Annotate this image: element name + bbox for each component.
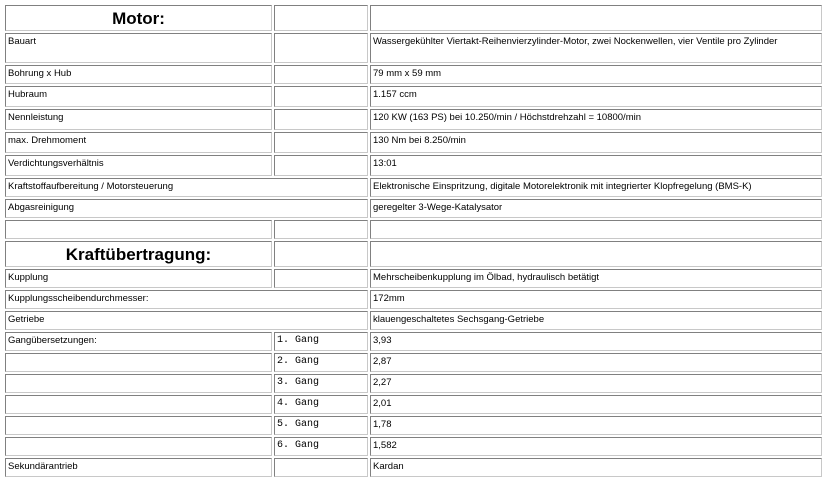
spec-label: Sekundärantrieb [5, 458, 272, 477]
empty-cell [370, 220, 822, 239]
empty-cell [5, 374, 272, 393]
table-row [5, 155, 822, 176]
spec-value: klauengeschaltetes Sechsgang-Getriebe [370, 311, 822, 330]
empty-cell [274, 132, 368, 153]
table-row [5, 109, 822, 130]
spec-value: Wassergekühlter Viertakt-Reihenvierzylinder-Motor, zwei Nockenwellen, vier Ventile pro Zylinder [370, 33, 822, 63]
empty-cell [274, 86, 368, 107]
spec-label: Verdichtungsverhältnis [5, 155, 272, 176]
spec-label: Bauart [5, 33, 272, 63]
gear-ratio: 1,78 [370, 416, 822, 435]
spec-value: Kardan [370, 458, 822, 477]
table-row [5, 199, 822, 218]
table-row [5, 132, 822, 153]
empty-cell [5, 353, 272, 372]
spec-value: geregelter 3-Wege-Katalysator [370, 199, 822, 218]
spec-label: Kupplungsscheibendurchmesser: [5, 290, 368, 309]
spec-value: Elektronische Einspritzung, digitale Motorelektronik mit integrierter Klopfregelung (BMS-K) [370, 178, 822, 197]
gear-label: 5. Gang [274, 416, 368, 435]
table-row [5, 395, 822, 414]
empty-cell [5, 395, 272, 414]
empty-cell [274, 458, 368, 477]
table-row [5, 353, 822, 372]
spec-value: 1.157 ccm [370, 86, 822, 107]
spec-table [3, 3, 824, 479]
table-row [5, 458, 822, 477]
spec-label: Nennleistung [5, 109, 272, 130]
table-row [5, 437, 822, 456]
table-row [5, 33, 822, 63]
gear-label: 3. Gang [274, 374, 368, 393]
gear-label: 1. Gang [274, 332, 368, 351]
motor-heading-row [5, 5, 822, 31]
section-heading-kraftuebertragung: Kraftübertragung: [5, 241, 272, 267]
spec-label: max. Drehmoment [5, 132, 272, 153]
table-row [5, 269, 822, 288]
spec-label: Kupplung [5, 269, 272, 288]
spec-value: 79 mm x 59 mm [370, 65, 822, 84]
spec-label: Kraftstoffaufbereitung / Motorsteuerung [5, 178, 368, 197]
table-row [5, 86, 822, 107]
kraft-heading-row [5, 241, 822, 267]
empty-cell [274, 220, 368, 239]
spec-value: 120 KW (163 PS) bei 10.250/min / Höchstdrehzahl = 10800/min [370, 109, 822, 130]
empty-cell [5, 220, 272, 239]
spec-label: Hubraum [5, 86, 272, 107]
empty-cell [274, 269, 368, 288]
table-row [5, 65, 822, 84]
empty-cell [370, 241, 822, 267]
table-row [5, 332, 822, 351]
spec-label: Getriebe [5, 311, 368, 330]
gear-ratio: 2,01 [370, 395, 822, 414]
gear-ratio: 2,27 [370, 374, 822, 393]
empty-cell [274, 155, 368, 176]
empty-cell [274, 33, 368, 63]
empty-cell [5, 437, 272, 456]
gear-ratio: 2,87 [370, 353, 822, 372]
empty-cell [5, 416, 272, 435]
spec-value: 13:01 [370, 155, 822, 176]
table-row [5, 290, 822, 309]
spec-label: Bohrung x Hub [5, 65, 272, 84]
empty-cell [274, 5, 368, 31]
empty-cell [274, 241, 368, 267]
gear-label: 4. Gang [274, 395, 368, 414]
gear-label: 2. Gang [274, 353, 368, 372]
gear-ratio: 3,93 [370, 332, 822, 351]
spec-label: Gangübersetzungen: [5, 332, 272, 351]
spec-label: Abgasreinigung [5, 199, 368, 218]
gear-ratio: 1,582 [370, 437, 822, 456]
spacer-row [5, 220, 822, 239]
empty-cell [370, 5, 822, 31]
spec-value: 172mm [370, 290, 822, 309]
table-row [5, 311, 822, 330]
table-row [5, 416, 822, 435]
empty-cell [274, 109, 368, 130]
gear-label: 6. Gang [274, 437, 368, 456]
table-row [5, 374, 822, 393]
spec-value: 130 Nm bei 8.250/min [370, 132, 822, 153]
table-row [5, 178, 822, 197]
spec-value: Mehrscheibenkupplung im Ölbad, hydraulisch betätigt [370, 269, 822, 288]
empty-cell [274, 65, 368, 84]
section-heading-motor: Motor: [5, 5, 272, 31]
